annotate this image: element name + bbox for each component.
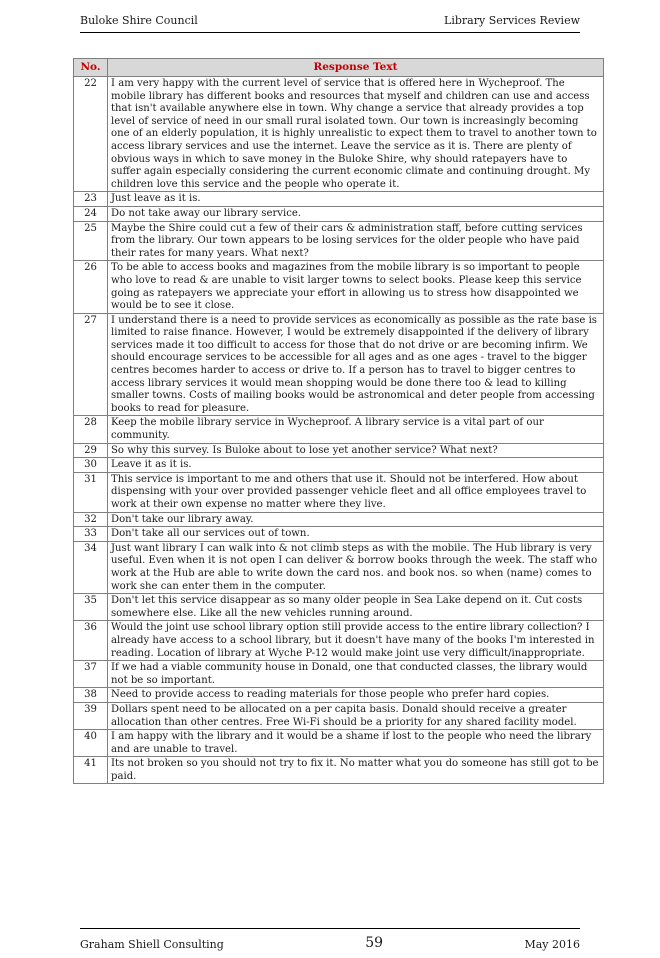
response-number: 36 xyxy=(74,621,108,661)
page-footer xyxy=(80,928,580,951)
response-number: 25 xyxy=(74,221,108,261)
table-row xyxy=(74,512,604,527)
table-row xyxy=(74,661,604,688)
response-number: 23 xyxy=(74,192,108,207)
response-text: I am happy with the library and it would be a shame if lost to the people who need the library and are unable to travel. xyxy=(108,730,604,757)
response-number: 37 xyxy=(74,661,108,688)
response-number: 41 xyxy=(74,757,108,784)
responses-table xyxy=(73,58,604,784)
table-row xyxy=(74,77,604,192)
response-number: 27 xyxy=(74,313,108,416)
response-text: Dollars spent need to be allocated on a per capita basis. Donald should receive a greater allocation than other centres. Free Wi-Fi should be a priority for any shared facility model. xyxy=(108,702,604,729)
header-organisation: Buloke Shire Council xyxy=(80,14,198,27)
response-text: Maybe the Shire could cut a few of their cars & administration staff, before cutting services from the library. Our town appears to be losing services for the older people who have paid their rates for many years. What next? xyxy=(108,221,604,261)
table-row xyxy=(74,527,604,542)
response-text: To be able to access books and magazines from the mobile library is so important to people who love to read & are unable to visit larger towns to select books. Please keep this service going as ratepayers we appreciate your effort in allowing us to stress how disappointed we would be to see it close. xyxy=(108,261,604,313)
response-text: Keep the mobile library service in Wycheproof. A library service is a vital part of our community. xyxy=(108,416,604,443)
table-row xyxy=(74,416,604,443)
response-text: Need to provide access to reading materials for those people who prefer hard copies. xyxy=(108,688,604,703)
table-row xyxy=(74,206,604,221)
response-number: 24 xyxy=(74,206,108,221)
page-number: 59 xyxy=(365,935,384,951)
response-number: 26 xyxy=(74,261,108,313)
response-text: Do not take away our library service. xyxy=(108,206,604,221)
response-text: Would the joint use school library option still provide access to the entire library collection? I already have access to a school library, but it doesn't have many of the books I'm interested in reading. Location of library at Wyche P-12 would make joint use very difficult/inappropriate. xyxy=(108,621,604,661)
response-number: 33 xyxy=(74,527,108,542)
table-row xyxy=(74,192,604,207)
footer-author: Graham Shiell Consulting xyxy=(80,938,224,951)
response-number: 40 xyxy=(74,730,108,757)
response-text: I am very happy with the current level of service that is offered here in Wycheproof. The mobile library has different books and resources that myself and children can use and access that isn't available anywhere else in town. Why change a service that already provides a top level of service of need in our small rural isolated town. Our town is increasingly becoming one of an elderly population, it is highly unrealistic to expect them to travel to another town to access library services and use the internet. Leave the service as it is. There are plenty of obvious ways in which to save money in the Buloke Shire, why should ratepayers have to suffer again especially considering the current economic climate and continuing drought. My children love this service and the people who operate it. xyxy=(108,77,604,192)
response-number: 28 xyxy=(74,416,108,443)
response-text: Leave it as it is. xyxy=(108,458,604,473)
table-row xyxy=(74,730,604,757)
table-row xyxy=(74,541,604,593)
response-number: 22 xyxy=(74,77,108,192)
response-text: Don't let this service disappear as so many older people in Sea Lake depend on it. Cut costs somewhere else. Like all the new vehicles running around. xyxy=(108,594,604,621)
page-header xyxy=(80,10,580,33)
table-row xyxy=(74,594,604,621)
response-text: If we had a viable community house in Donald, one that conducted classes, the library would not be so important. xyxy=(108,661,604,688)
response-text: Don't take all our services out of town. xyxy=(108,527,604,542)
response-text: Its not broken so you should not try to fix it. No matter what you do someone has still got to be paid. xyxy=(108,757,604,784)
table-row xyxy=(74,313,604,416)
response-number: 39 xyxy=(74,702,108,729)
table-row xyxy=(74,621,604,661)
response-text: I understand there is a need to provide services as economically as possible as the rate base is limited to raise finance. However, I would be extremely disappointed if the delivery of library services made it too difficult to access for those that do not drive or are becoming infirm. We should encourage services to be accessible for all ages and as one ages - travel to the bigger centres becomes harder to access or drive to. If a person has to travel to bigger centres to access library services it would mean shopping would be done there too & lead to killing smaller towns. Costs of mailing books would be astronomical and deter people from accessing books to read for pleasure. xyxy=(108,313,604,416)
table-row xyxy=(74,261,604,313)
table-row xyxy=(74,472,604,512)
response-text: Just want library I can walk into & not climb steps as with the mobile. The Hub library is very useful. Even when it is not open I can deliver & borrow books through the week. The staff who work at the Hub are able to write down the card nos. and book nos. so when (name) comes to work she can enter them in the computer. xyxy=(108,541,604,593)
response-number: 32 xyxy=(74,512,108,527)
response-text: So why this survey. Is Buloke about to lose yet another service? What next? xyxy=(108,443,604,458)
response-number: 35 xyxy=(74,594,108,621)
column-header-response: Response Text xyxy=(108,59,604,77)
table-row xyxy=(74,757,604,784)
column-header-number: No. xyxy=(74,59,108,77)
header-document-title: Library Services Review xyxy=(444,14,580,27)
table-header-row xyxy=(74,59,604,77)
table-row xyxy=(74,688,604,703)
response-text: Don't take our library away. xyxy=(108,512,604,527)
table-row xyxy=(74,458,604,473)
response-number: 31 xyxy=(74,472,108,512)
response-number: 38 xyxy=(74,688,108,703)
table-row xyxy=(74,702,604,729)
response-text: Just leave as it is. xyxy=(108,192,604,207)
table-row xyxy=(74,221,604,261)
response-text: This service is important to me and others that use it. Should not be interfered. How about dispensing with your over provided passenger vehicle fleet and all office employees travel to work at their own expense no matter where they live. xyxy=(108,472,604,512)
response-number: 29 xyxy=(74,443,108,458)
footer-date: May 2016 xyxy=(524,938,580,951)
table-row xyxy=(74,443,604,458)
response-number: 30 xyxy=(74,458,108,473)
response-number: 34 xyxy=(74,541,108,593)
